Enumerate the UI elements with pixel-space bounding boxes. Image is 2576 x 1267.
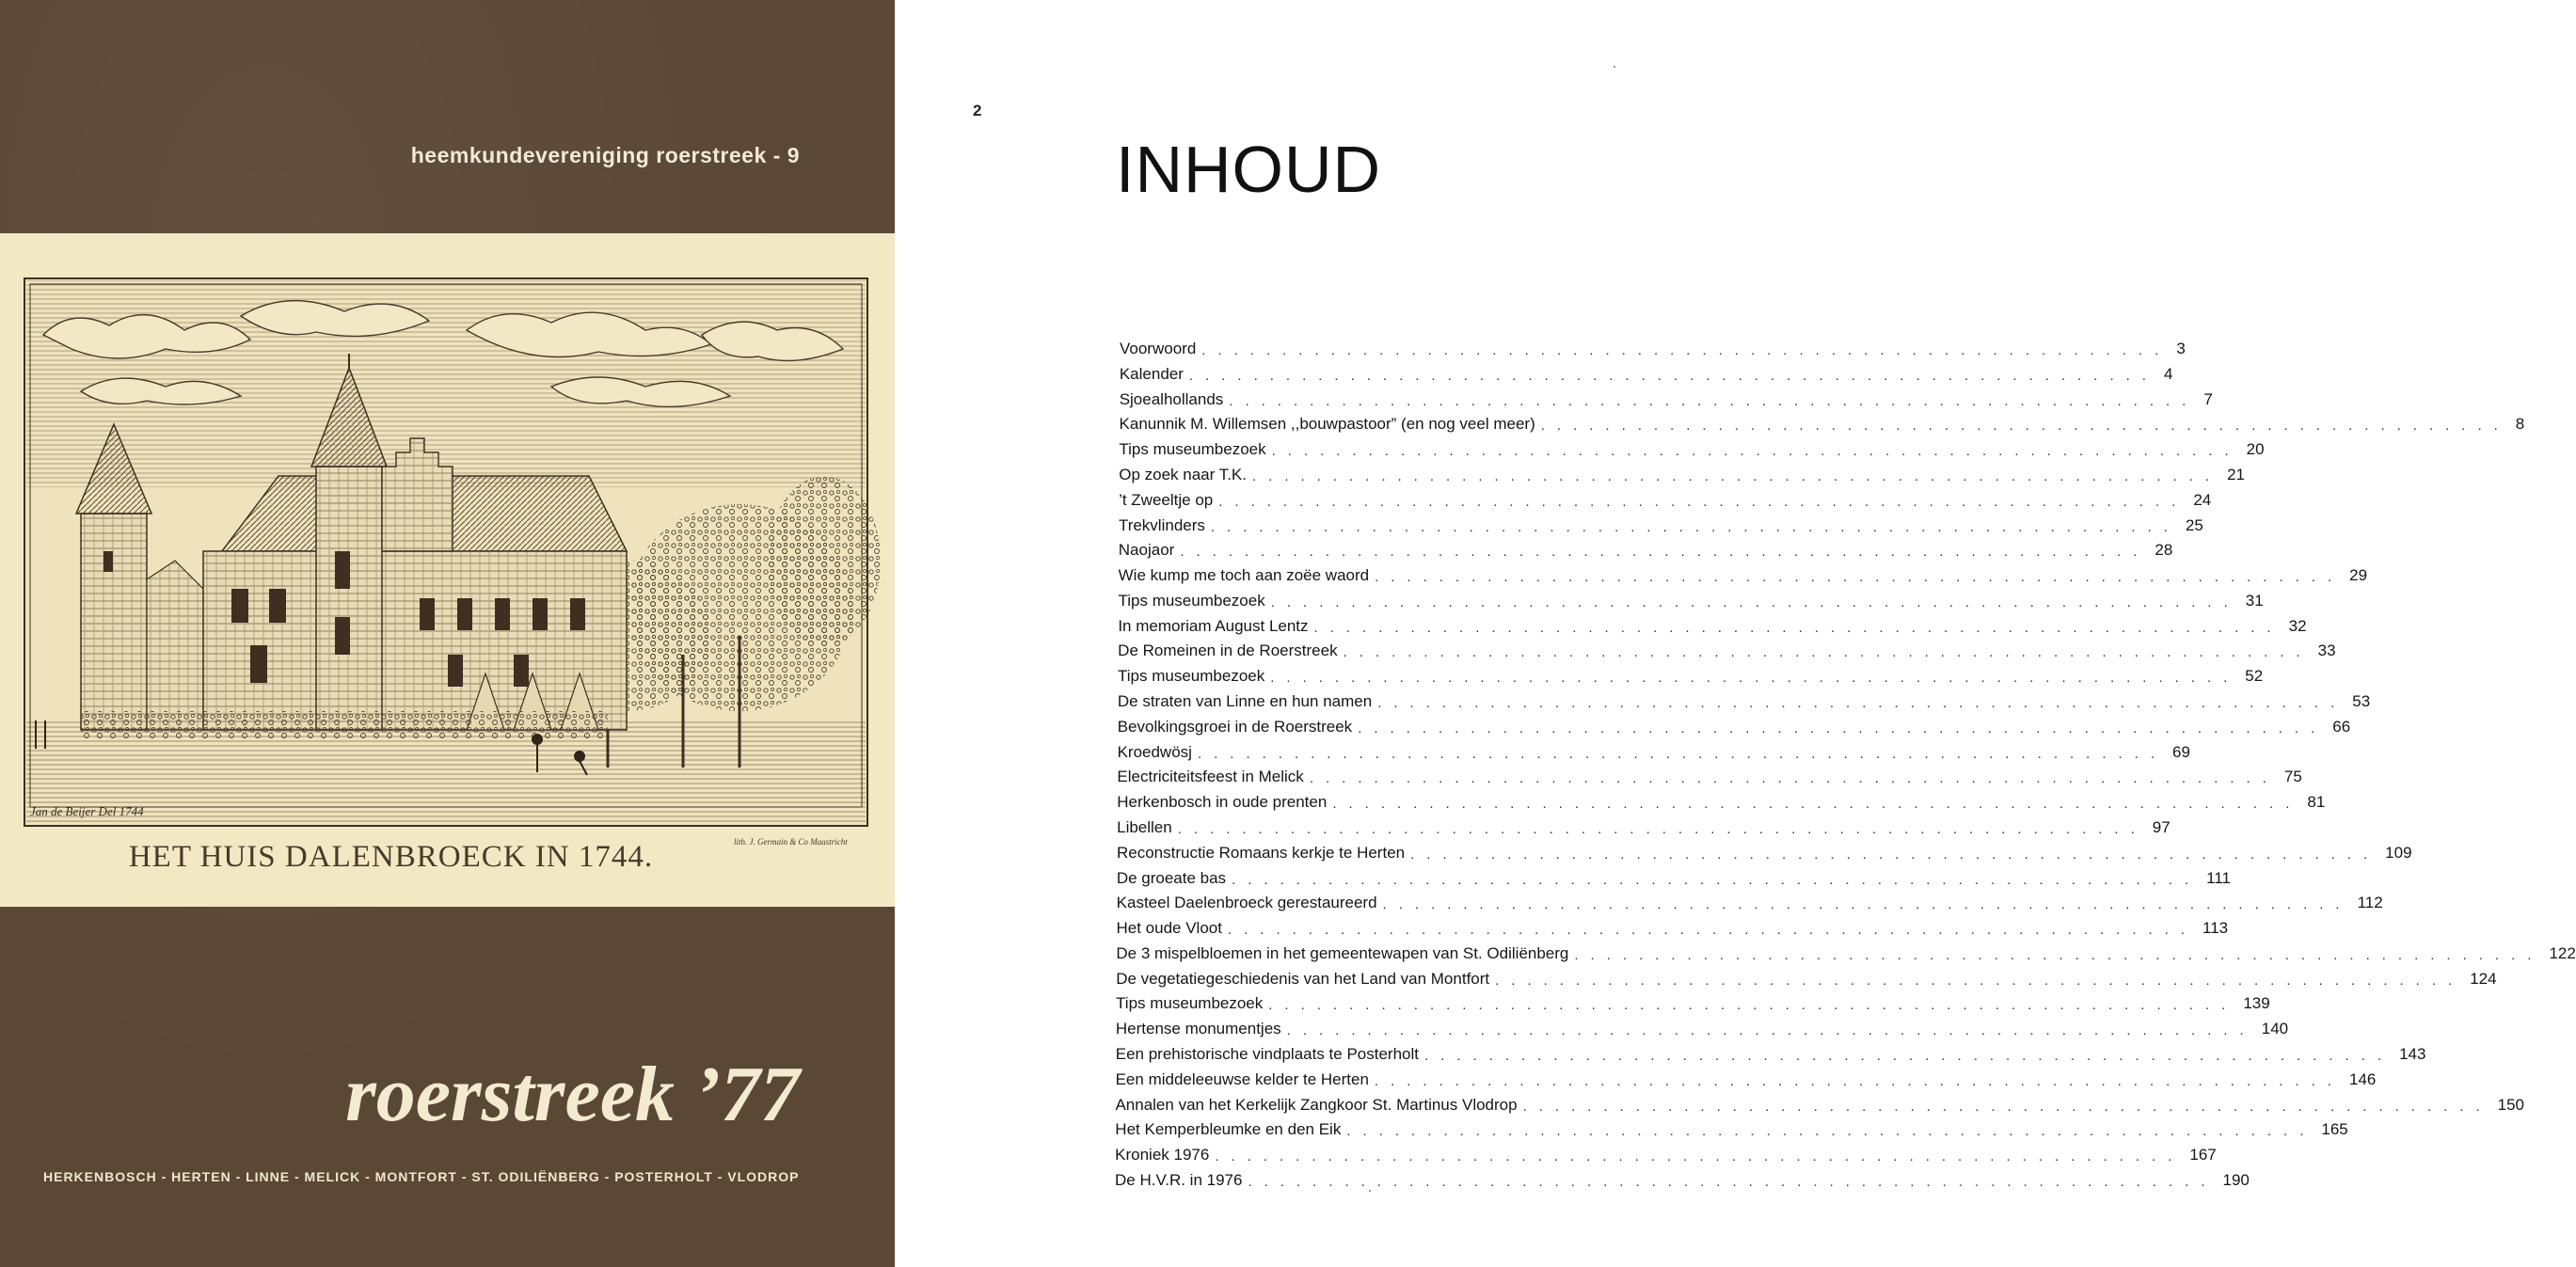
toc-entry (1116, 890, 2383, 913)
toc-entry (1115, 1067, 2377, 1089)
toc-leader-dots: ............................................................ (1375, 569, 2345, 586)
toc-entry-title: Het oude Vloot (1116, 919, 1222, 938)
series-line: heemkundevereniging roerstreek - 9 (410, 143, 800, 167)
toc-entry-page: 69 (2172, 742, 2190, 761)
toc-entry-page: 24 (2193, 490, 2212, 509)
toc-entry-page: 25 (2185, 515, 2203, 534)
toc-entry-page: 150 (2497, 1095, 2525, 1114)
cover-places: HERKENBOSCH - HERTEN - LINNE - MELICK - MONTFORT - ST. ODILIËNBERG - POSTERHOLT - VLODROP (43, 1169, 800, 1184)
toc-leader-dots: ............................................................ (1495, 972, 2465, 989)
toc-leader-dots: ............................................................ (1177, 820, 2147, 837)
toc-leader-dots: ............................................................ (1424, 1048, 2394, 1065)
toc-heading: INHOUD (1116, 133, 1382, 206)
toc-leader-dots: ............................................................ (1346, 1123, 2316, 1140)
toc-leader-dots: ............................................................ (1268, 997, 2238, 1014)
toc-leader-dots: ............................................................ (1252, 467, 2222, 484)
toc-entry (1118, 562, 2368, 586)
toc-entry-title: Tips museumbezoek (1119, 440, 1266, 459)
toc-leader-dots: ............................................................ (1374, 1072, 2344, 1089)
toc-entry (1116, 915, 2229, 939)
toc-entry-title: De vegetatiegeschiedenis van het Land van Montfort (1116, 969, 1490, 988)
toc-entry (1115, 1016, 2289, 1039)
artist-signature: Jan de Beijer Del 1744 (30, 804, 144, 818)
toc-entry (1117, 739, 2190, 762)
toc-entry-page: 52 (2245, 667, 2264, 686)
toc-entry-page: 113 (2202, 919, 2229, 938)
toc-entry-title: Wie kump me toch aan zoëe waord (1118, 566, 1370, 585)
toc-entry-title: Een prehistorische vindplaats te Posterholt (1115, 1045, 1419, 1064)
toc-entry (1119, 361, 2173, 384)
toc-entry-title: Voorwoord (1120, 340, 1197, 357)
toc-entry (1116, 840, 2412, 863)
toc-leader-dots: ............................................................ (1271, 443, 2241, 460)
toc-entry (1117, 689, 2371, 712)
toc-leader-dots: ............................................................ (1313, 619, 2283, 636)
toc-entry (1118, 663, 2264, 687)
toc-entry-page: 29 (2349, 566, 2368, 585)
toc-leader-dots: ............................................................ (1248, 1174, 2218, 1190)
toc-leader-dots: ............................................................ (1574, 946, 2544, 963)
toc-entry-page: 124 (2470, 969, 2497, 988)
toc-entry-title: Op zoek naar T.K. (1119, 465, 1247, 483)
toc-leader-dots: ............................................................ (1343, 644, 2313, 661)
toc-entry-title: Kasteel Daelenbroeck gerestaureerd (1116, 894, 1377, 912)
toc-entry-page: 31 (2245, 591, 2264, 610)
toc-entry-page: 190 (2222, 1171, 2250, 1189)
toc-entry-page: 75 (2283, 768, 2302, 786)
toc-entry-title: Reconstructie Romaans kerkje te Herten (1116, 843, 1406, 862)
toc-entry-page: 139 (2243, 994, 2270, 1013)
toc-entry-page: 33 (2317, 641, 2336, 660)
toc-leader-dots: ............................................................ (1270, 594, 2240, 610)
toc-entry (1115, 1092, 2525, 1115)
toc-entry (1117, 815, 2171, 837)
toc-leader-dots: ............................................................ (1358, 720, 2328, 736)
toc-entry-page: 81 (2307, 793, 2326, 812)
toc-leader-dots: ............................................................ (1522, 1098, 2492, 1115)
toc-entry-title: Herkenbosch in oude prenten (1117, 793, 1328, 812)
toc-leader-dots: ............................................................ (1180, 544, 2150, 561)
toc-entry-page: 66 (2332, 717, 2351, 736)
toc-leader-dots: ............................................................ (1540, 418, 2510, 435)
toc-leader-dots: ............................................................ (1197, 745, 2167, 762)
toc-entry-title: Hertense monumentjes (1115, 1020, 1281, 1038)
scan-speck (1369, 1190, 1371, 1192)
toc-entry (1117, 764, 2302, 787)
toc-entry (1119, 487, 2212, 510)
toc-entry (1118, 537, 2173, 561)
toc-entry (1119, 462, 2245, 484)
toc-entry-page: 32 (2288, 616, 2307, 635)
toc-entry (1116, 990, 2270, 1014)
toc-entry-title: De Romeinen in de Roerstreek (1118, 641, 1338, 660)
scan-speck (1614, 66, 1615, 68)
toc-leader-dots: ............................................................ (1270, 670, 2240, 687)
toc-leader-dots: ............................................................ (1286, 1022, 2256, 1039)
toc-entry-title: Sjoealhollands (1119, 389, 1224, 408)
toc-leader-dots: ............................................................ (1227, 922, 2198, 939)
toc-entry-page: 3 (2176, 340, 2186, 357)
toc-entry (1117, 714, 2351, 736)
toc-entry (1120, 336, 2186, 358)
toc-entry-title: ’t Zweeltje op (1119, 490, 1214, 509)
toc-entry-title: Een middeleeuwse kelder te Herten (1115, 1069, 1369, 1088)
toc-entry (1116, 941, 2576, 963)
toc-entry (1116, 865, 2231, 888)
toc-entry-title: Electriciteitsfeest in Melick (1117, 768, 1304, 786)
toc-entry-page: 109 (2385, 843, 2412, 862)
toc-entry-title: Tips museumbezoek (1118, 667, 1265, 686)
toc-leader-dots: ............................................................ (1188, 367, 2158, 384)
toc-entry-title: Kroniek 1976 (1115, 1146, 1210, 1164)
toc-entry-page: 146 (2348, 1069, 2377, 1088)
toc-entry-page: 167 (2189, 1146, 2217, 1164)
cover-title: roerstreek ’77 (345, 1051, 800, 1138)
toc-entry-page: 4 (2163, 364, 2173, 383)
toc-entry (1118, 613, 2307, 636)
toc-entry-title: Annalen van het Kerkelijk Zangkoor St. Martinus Vlodrop (1115, 1095, 1518, 1114)
toc-leader-dots: ............................................................ (1377, 695, 2347, 712)
toc-entry (1115, 1142, 2217, 1165)
print-caption-text: HET HUIS DALENBROECK IN 1744. (128, 840, 654, 874)
toc-entry-title: Trekvlinders (1118, 515, 1205, 534)
toc-leader-dots: ............................................................ (1210, 518, 2180, 535)
toc-entry-title: Bevolkingsgroei in de Roerstreek (1117, 717, 1353, 736)
toc-entry-title: De 3 mispelbloemen in het gemeentewapen van St. Odiliënberg (1116, 943, 1569, 962)
toc-entry-page: 143 (2399, 1045, 2426, 1064)
toc-entry-page: 20 (2246, 440, 2265, 459)
toc-entry (1118, 513, 2203, 535)
toc-entry-page: 28 (2155, 541, 2173, 560)
toc-entry-page: 111 (2206, 868, 2231, 887)
toc-entry-title: Libellen (1117, 817, 1172, 836)
toc-entry-title: Tips museumbezoek (1118, 591, 1265, 610)
toc-entry-title: Tips museumbezoek (1116, 994, 1264, 1013)
toc-entry-title: Het Kemperbleumke en den Eik (1115, 1120, 1342, 1139)
toc-entry-page: 165 (2321, 1120, 2348, 1139)
toc-entry (1118, 588, 2264, 610)
toc-entry (1119, 387, 2213, 409)
toc-entry-title: De H.V.R. in 1976 (1115, 1171, 1243, 1189)
toc-leader-dots: ............................................................ (1332, 796, 2302, 813)
toc-entry-title: In memoriam August Lentz (1118, 616, 1309, 635)
toc-entry (1115, 1117, 2348, 1140)
toc-entry-page: 21 (2227, 465, 2245, 483)
toc-entry-title: Kalender (1119, 364, 1184, 383)
toc-entry-page: 53 (2352, 692, 2371, 711)
toc-leader-dots: ............................................................ (1309, 770, 2279, 787)
toc-entry-title: Kroedwösj (1117, 742, 1192, 761)
toc-leader-dots: ............................................................ (1229, 392, 2199, 409)
toc-leader-dots: ............................................................ (1232, 871, 2202, 888)
toc-entry (1115, 1041, 2426, 1065)
toc-leader-dots: ............................................................ (1382, 896, 2352, 913)
toc-entry (1116, 966, 2497, 989)
lithographer-credit: lith. J. Germain & Co Maastricht (734, 837, 848, 847)
toc-leader-dots: ............................................................ (1215, 1148, 2185, 1165)
toc-entry-title: De groeate bas (1116, 868, 1227, 887)
toc-leader-dots: ............................................................ (1410, 846, 2380, 863)
toc-entry (1119, 411, 2525, 435)
toc-entry-title: De straten van Linne en hun namen (1117, 692, 1373, 711)
toc-leader-dots: ............................................................ (1218, 493, 2188, 510)
toc-leader-dots: ............................................................ (1201, 342, 2171, 358)
toc-entry-page: 122 (2549, 943, 2576, 962)
toc-entry-page: 8 (2515, 415, 2525, 434)
toc-entry-page: 112 (2357, 894, 2383, 912)
toc-entry-page: 7 (2203, 389, 2213, 408)
toc-entry (1115, 1167, 2250, 1190)
toc-entry (1117, 789, 2326, 813)
toc-entry (1118, 638, 2336, 661)
toc-entry (1119, 436, 2265, 460)
toc-entry-title: Kanunnik M. Willemsen ,,bouwpastoor” (en nog veel meer) (1119, 415, 1535, 434)
toc-entry-title: Naojaor (1118, 541, 1175, 560)
toc-entry-page: 97 (2152, 817, 2171, 836)
page-number: 2 (973, 102, 982, 119)
toc-entry-page: 140 (2261, 1020, 2289, 1038)
